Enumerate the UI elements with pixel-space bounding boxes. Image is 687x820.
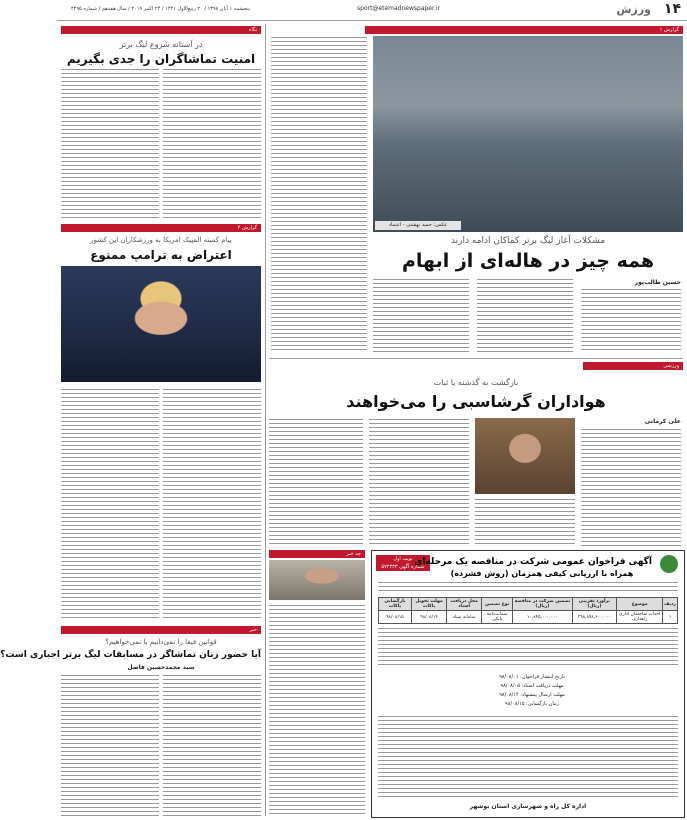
ad-table-header: تضمین شرکت در مناقصه (ریال) xyxy=(514,599,571,609)
left-story-2-text-b xyxy=(163,388,261,620)
ad-body-text xyxy=(378,715,678,799)
mid-story-text-c xyxy=(369,418,469,546)
mid-story-kicker: بازگشت به گذشته با ثبات xyxy=(433,378,519,387)
ad-footer: اداره کل راه و شهرسازی استان بوشهر xyxy=(469,803,587,810)
left-story-1-text-b xyxy=(163,68,261,218)
news-photo xyxy=(269,560,365,600)
left-story-2-text-a xyxy=(61,388,159,620)
news-text xyxy=(269,604,365,816)
divider xyxy=(269,358,683,359)
ad-title-2: همراه با ارزیابی کیفی همزمان (روش فشرده) xyxy=(450,569,634,578)
dateline: پنجشنبه ۱ آبان ۱۳۹۸ / ۲۰ ربیع‌الاول ۱۴۴۱ / ۲۴ اکتبر ۲۰۱۹ / سال هفدهم / شماره ۴۴۹۵ xyxy=(71,6,251,12)
ad-intro-text xyxy=(378,581,678,593)
mid-story-text-b xyxy=(475,498,575,546)
left-story-1-kicker: در آستانه شروع لیگ برتر xyxy=(119,40,203,49)
mid-story-text-d xyxy=(269,418,363,546)
ad-table-cell: سامانه ستاد xyxy=(447,611,482,624)
ad-table xyxy=(378,597,678,624)
main-story-text-col-a xyxy=(271,36,367,352)
section-email[interactable]: sport@etemadnewspaper.ir xyxy=(357,5,440,12)
ad-table-cell: ۱ xyxy=(663,611,678,624)
ad-schedule-1: تاریخ انتشار فراخوان: ۹۸/۰۸/۰۱ xyxy=(499,674,565,680)
left-story-2-headline: اعتراض به ترامپ ممنوع xyxy=(90,248,232,262)
main-story-kicker: مشکلات آغاز لیگ برتر کماکان ادامه دارند xyxy=(450,236,606,246)
ad-table-cell: ۹۸/۰۸/۱۴ xyxy=(411,611,446,624)
bottom-left-kicker: قوانین فیفا را نمی‌دانیم یا نمی‌خواهیم؟ xyxy=(105,638,217,646)
stadium-photo xyxy=(373,36,683,232)
ad-table-header: موضوع xyxy=(617,598,663,611)
ad-table-cell: ۹۸/۰۸/۱۵ xyxy=(379,611,412,624)
column-divider xyxy=(265,24,266,816)
left-story-2-kicker: پیام کمیته المپیک امریکا به ورزشکاران این کشور xyxy=(90,236,232,244)
ad-table-header: ردیف xyxy=(663,598,678,611)
trump-photo xyxy=(61,266,261,382)
ad-schedule xyxy=(432,673,632,709)
mid-story-byline: علی کرمانی xyxy=(644,418,681,425)
ad-phone: شماره آگهی ۵۷۲۳۳۳ xyxy=(381,564,425,570)
emblem-icon xyxy=(660,555,678,573)
left-story-1-headline: امنیت تماشاگران را جدی بگیریم xyxy=(66,52,256,66)
bottom-left-headline: آیا حضور زنان تماشاگر در مسابقات لیگ برتر اجباری است؟ xyxy=(0,650,261,660)
tender-advertisement xyxy=(371,550,685,818)
mid-story-text-a xyxy=(581,428,681,546)
photo-credit: عکس: حمید بهشتی - اعتماد xyxy=(375,221,461,230)
tag-report-1: گزارش ۱ xyxy=(365,26,683,34)
ad-table-header: نوع تضمین xyxy=(482,598,513,611)
tag-news-2: ورزشی xyxy=(583,362,683,370)
ad-title-1: آگهی فراخوان عمومی شرکت در مناقصه یک مرحله‌ای xyxy=(414,557,652,567)
tag-news: نگاه xyxy=(61,26,261,34)
mid-story-photo xyxy=(475,418,575,494)
main-story-text-col-b xyxy=(373,278,469,352)
tag-news-3: خبر xyxy=(61,626,261,634)
tag-report-2: گزارش ۲ xyxy=(61,224,261,232)
ad-table-header: مهلت تحویل پاکات xyxy=(411,598,446,611)
ad-table-wrap xyxy=(378,597,678,624)
ad-table-header: محل دریافت اسناد xyxy=(447,598,482,611)
ad-table-cell: احداث ساختمان اداری راهداری xyxy=(617,611,663,624)
ad-schedule-3: مهلت ارسال پیشنهاد: ۹۸/۰۸/۱۴ xyxy=(499,692,565,698)
ad-conditions-text xyxy=(378,627,678,667)
ad-table-cell: ۳۹۸,۸۹۸,۶۰۰,۰۰۰ xyxy=(572,611,617,624)
bottom-left-byline: سید محمدحسین فاضل xyxy=(127,664,195,671)
ad-table-header: برآورد تقریبی (ریال) xyxy=(572,598,617,611)
bottom-left-text-b xyxy=(163,674,261,816)
ad-badge-label: نوبت اول xyxy=(393,556,413,562)
mid-story-headline: هواداران گرشاسبی را می‌خواهند xyxy=(346,392,606,411)
tag-news-4: چه خبر xyxy=(269,550,365,558)
section-title: ورزش xyxy=(616,3,651,16)
main-story-headline: همه چیز در هاله‌ای از ابهام xyxy=(401,250,655,272)
ad-schedule-4: زمان بازگشایی: ۹۸/۰۸/۱۵ xyxy=(505,701,559,707)
bottom-left-text-a xyxy=(61,674,159,816)
page-number: ۱۴ xyxy=(663,1,681,17)
main-story-byline: حسین طالب‌پور xyxy=(634,279,681,286)
ad-table-header: بازگشایی پاکات xyxy=(379,598,412,611)
main-story-text-col-d xyxy=(581,288,681,352)
ad-schedule-2: مهلت دریافت اسناد: ۹۸/۰۸/۰۵ xyxy=(500,683,564,689)
left-story-1-text-a xyxy=(61,68,159,218)
main-story-text-col-c xyxy=(477,278,573,352)
ad-table-cell: ضمانت‌نامه بانکی xyxy=(482,611,513,624)
ad-table-cell: ۱۰,۸۴۵,۰۰۰,۰۰۰ xyxy=(513,611,572,624)
